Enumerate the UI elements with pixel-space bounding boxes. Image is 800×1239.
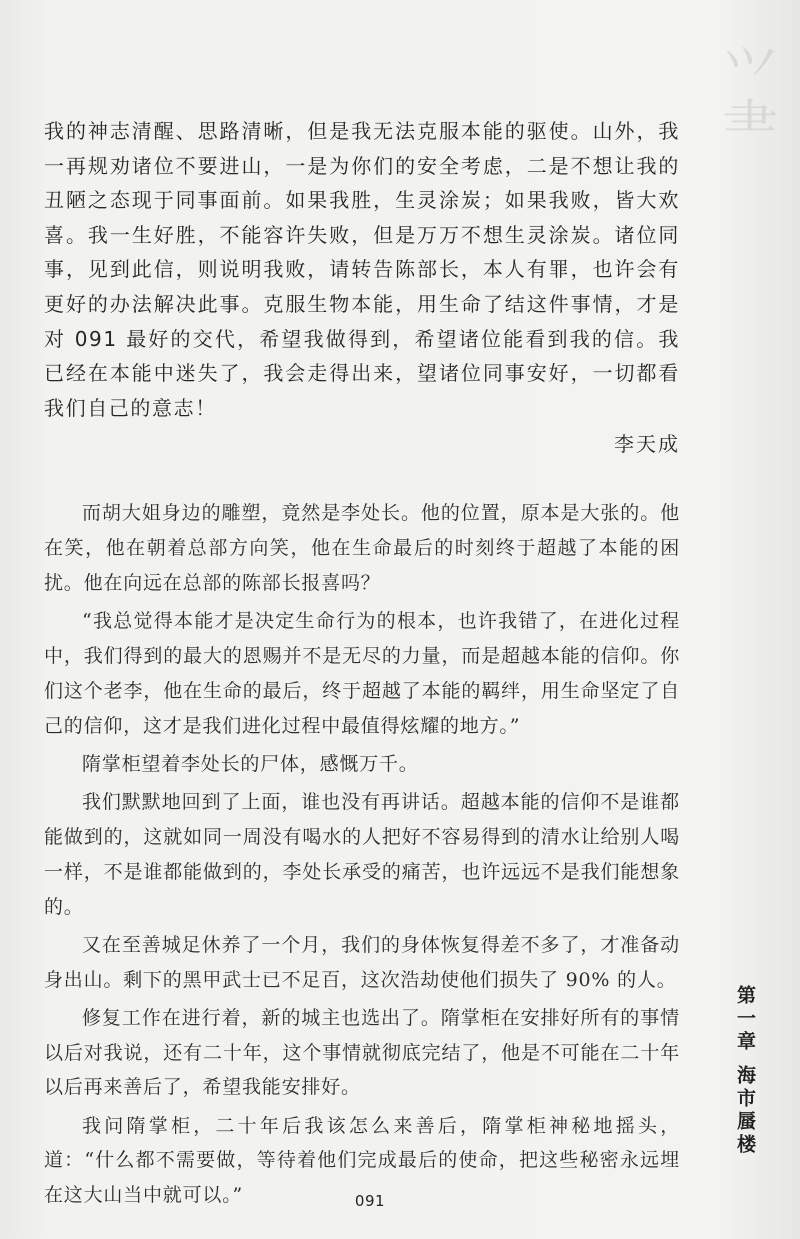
letter-text: 我的神志清醒、思路清晰，但是我无法克服本能的驱使。山外，我一再规劝诸位不要进山，一是为你们的安全考虑，二是不想让我的丑陋之态现于同事面前。如果我胜，生灵涂炭；如果我败，皆大欢喜。我一生好胜，不能容许失败，但是万万不想生灵涂炭。诸位同事，见到此信，则说明我败，请转告陈部长，本人有罪，也许会有更好的办法解决此事。克服生物本能，用生命了结这件事情，才是对 091 最好的交代，希望我做得到，希望诸位能看到我的信。我已经在本能中迷失了，我会走得出来，望诸位同事安好，一切都看我们自己的意志！ — [44, 119, 680, 420]
letter-signature: 李天成 — [614, 432, 680, 456]
paragraph: 我们默默地回到了上面，谁也没有再讲话。超越本能的信仰不是谁都能做到的，这就如同一周没有喝水的人把好不容易得到的清水让给别人喝一样，不是谁都能做到的，李处长承受的痛苦，也许远远不是我们能想象的。 — [44, 790, 680, 918]
chapter-running-head: 第一章 海市蜃楼 — [734, 985, 756, 1157]
paragraph: 修复工作在进行着，新的城主也选出了。隋掌柜在安排好所有的事情以后对我说，还有二十年，这个事情就彻底完结了，他是不可能在二十年以后再来善后了，希望我能安排好。 — [44, 1006, 680, 1099]
body-text — [44, 496, 680, 1216]
bleed-through-mark: ⺍ ⺻ — [722, 43, 778, 160]
paragraph: 又在至善城足休养了一个月，我们的身体恢复得差不多了，才准备动身出山。剩下的黑甲武士已不足百，这次浩劫使他们损失了 90% 的人。 — [44, 933, 680, 991]
paragraph: 我问隋掌柜，二十年后我该怎么来善后，隋掌柜神秘地摇头，道：“什么都不需要做，等待着他们完成最后的使命，把这些秘密永远埋在这大山当中就可以。” — [44, 1114, 680, 1207]
paragraph: “我总觉得本能才是决定生命行为的根本，也许我错了，在进化过程中，我们得到的最大的恩赐并不是无尽的力量，而是超越本能的信仰。你们这个老李，他在生命的最后，终于超越了本能的羁绊，用生命坚定了自己的信仰，这才是我们进化过程中最值得炫耀的地方。” — [44, 609, 680, 737]
paragraph: 而胡大姐身边的雕塑，竟然是李处长。他的位置，原本是大张的。他在笑，他在朝着总部方向笑，他在生命最后的时刻终于超越了本能的困扰。他在向远在总部的陈部长报喜吗？ — [44, 502, 680, 594]
paragraph: 隋掌柜望着李处长的尸体，感慨万千。 — [82, 752, 419, 775]
page-number: 091 — [354, 1192, 386, 1210]
